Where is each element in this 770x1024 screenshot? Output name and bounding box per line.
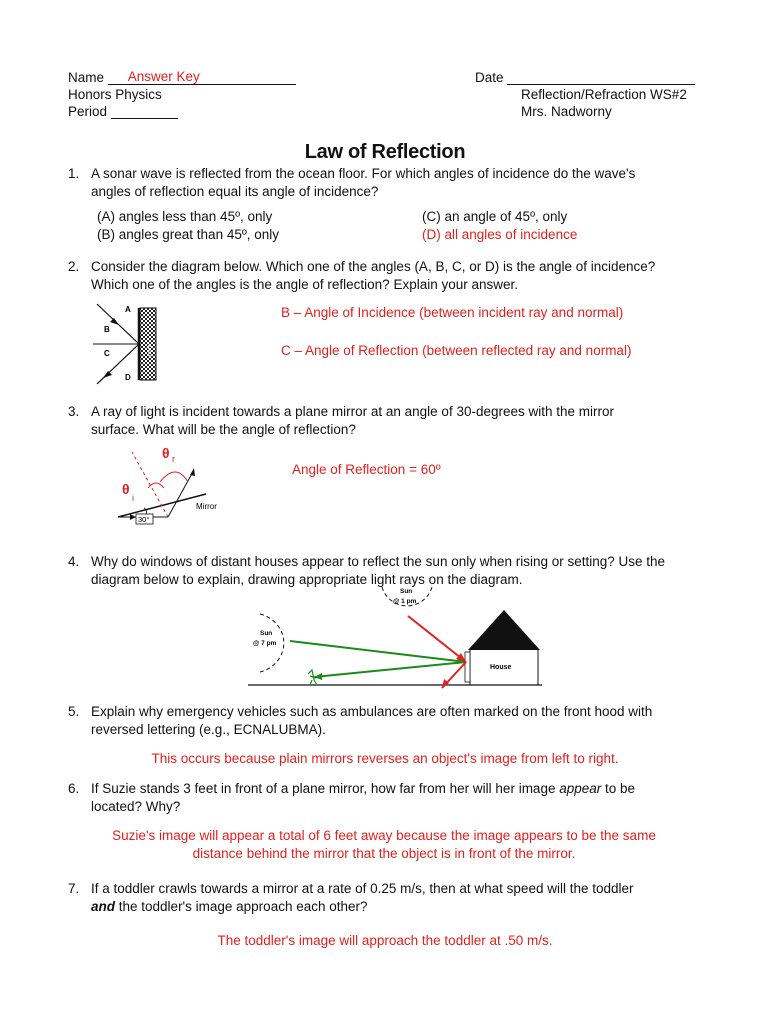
mirror-label: Mirror (196, 502, 217, 511)
theta-i-subscript: i (132, 493, 134, 503)
q7-answer: The toddler's image will approach the toddler at .50 m/s. (217, 933, 553, 948)
period-line (68, 104, 178, 119)
q2-diagram (85, 298, 165, 386)
page-title: Law of Reflection (304, 141, 466, 163)
q1-text-line1: A sonar wave is reflected from the ocean floor. For which angles of incidence do the wave's (91, 166, 636, 181)
q4-number: 4. (68, 554, 80, 569)
q7-number: 7. (68, 881, 80, 896)
name-line (68, 69, 296, 85)
normal-line (132, 452, 168, 517)
q5-answer: This occurs because plain mirrors reverses an object's image from left to right. (151, 751, 619, 766)
q1-text-line2: angles of reflection equal its angle of incidence? (91, 184, 379, 199)
label-a: A (125, 305, 131, 314)
q5-number: 5. (68, 704, 80, 719)
name-label: Name (68, 70, 105, 85)
incident-arrow (130, 514, 136, 520)
q6-text-line2: located? Why? (91, 799, 181, 814)
label-b: B (104, 325, 110, 334)
sunset-reflected-arrow (314, 673, 322, 680)
sun-top-label-1: Sun (400, 588, 413, 595)
reflected-arrow (103, 371, 112, 378)
q1-number: 1. (68, 166, 80, 181)
q2-answer-1: B – Angle of Incidence (between incident ray and normal) (281, 305, 624, 320)
q5-text-line2: reversed lettering (e.g., ECNALUBMA). (91, 722, 326, 737)
q1-option-b: (B) angles great than 45º, only (97, 227, 280, 242)
q1-option-d: (D) all angles of incidence (422, 227, 578, 242)
q3-number: 3. (68, 404, 80, 419)
name-value: Answer Key (127, 69, 200, 84)
q4-diagram (230, 584, 550, 690)
q6-line1-pre: If Suzie stands 3 feet in front of a plane mirror, how far from her will her image (91, 781, 560, 796)
incident-arrow (110, 318, 119, 325)
theta-i-symbol: θ (122, 481, 130, 497)
label-d: D (125, 373, 131, 382)
date-line (475, 69, 695, 85)
q6-answer-line2: distance behind the mirror that the object is in front of the mirror. (192, 846, 576, 861)
teacher: Mrs. Nadworny (521, 104, 612, 119)
sun-left-label-1: Sun (260, 630, 273, 637)
q6-answer-line1: Suzie's image will appear a total of 6 feet away because the image appears to be the same (112, 828, 656, 843)
q6-number: 6. (68, 781, 80, 796)
q4-text-line1: Why do windows of distant houses appear to reflect the sun only when rising or setting? Use the (91, 554, 666, 569)
q2-text-line2: Which one of the angles is the angle of reflection? Explain your answer. (91, 277, 519, 292)
q2-text-line1: Consider the diagram below. Which one of the angles (A, B, C, or D) is the angle of incidence? (91, 259, 656, 274)
q4-text-line2: diagram below to explain, drawing appropriate light rays on the diagram. (91, 572, 523, 587)
noon-incident-ray (408, 616, 466, 662)
sunset-reflected-ray (314, 662, 466, 677)
angle-label: 30° (138, 515, 150, 524)
house-label: House (490, 664, 512, 671)
q3-text-line1: A ray of light is incident towards a plane mirror at an angle of 30-degrees with the mirror (91, 404, 615, 419)
reflected-ray (168, 470, 194, 517)
q3-answer: Angle of Reflection = 60º (292, 462, 441, 477)
house-window (465, 652, 470, 682)
worksheet-id: Reflection/Refraction WS#2 (521, 87, 687, 102)
q6-text-line1 (91, 781, 635, 796)
reflection-arc (160, 472, 188, 482)
course: Honors Physics (68, 87, 162, 102)
incidence-arc (148, 483, 164, 488)
q7-line2-post: the toddler's image approach each other? (115, 899, 368, 914)
q7-line2-emphasis: and (91, 899, 116, 914)
reflected-arrow (190, 468, 195, 476)
sun-left-label-2: @ 7 pm (253, 640, 277, 647)
q5-text-line1: Explain why emergency vehicles such as ambulances are often marked on the front hood with (91, 704, 653, 719)
sun-top-label-2: @ 1 pm (393, 598, 417, 605)
q3-text-line2: surface. What will be the angle of reflection? (91, 422, 356, 437)
sunset-incident-ray (290, 641, 466, 662)
q1-option-a: (A) angles less than 45º, only (97, 209, 273, 224)
q7-text-line2 (91, 899, 368, 914)
q1-option-c: (C) an angle of 45º, only (422, 209, 568, 224)
date-label: Date (475, 70, 504, 85)
theta-r-symbol: θ (162, 445, 170, 461)
q2-number: 2. (68, 259, 80, 274)
q2-answer-2: C – Angle of Reflection (between reflected ray and normal) (281, 343, 632, 358)
theta-r-subscript: r (172, 454, 175, 464)
period-label: Period (68, 104, 108, 119)
q6-line1-post: to be (601, 781, 636, 796)
house-roof (468, 610, 540, 650)
q3-diagram (108, 442, 238, 532)
label-c: C (104, 349, 110, 358)
mirror-label: mirror (147, 342, 153, 356)
q7-text-line1: If a toddler crawls towards a mirror at a rate of 0.25 m/s, then at what speed will the toddler (91, 881, 634, 896)
q6-line1-emphasis: appear (559, 781, 602, 796)
